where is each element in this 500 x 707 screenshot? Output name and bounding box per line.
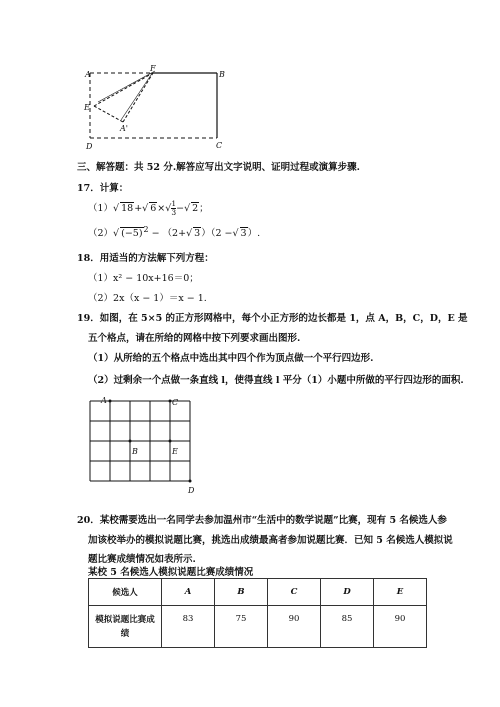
table-header-cell: A xyxy=(162,579,215,606)
fig1-label-a-prime: A' xyxy=(120,124,128,133)
grid-label-b: B xyxy=(132,447,138,456)
q20-line2: 加该校举办的模拟说题比赛，挑选出成绩最高者参加说题比赛．已知 5 名候选人模拟说 xyxy=(88,535,453,546)
fig1-label-e: E xyxy=(84,103,90,112)
grid-label-c: C xyxy=(172,398,179,407)
table-header-cell: C xyxy=(268,579,321,606)
table-cell: 90 xyxy=(374,606,427,648)
q17-part2: （2）√ $(-5)^2 - (2+√$ 3）（2 −√ 3）. xyxy=(88,225,261,240)
fig1-label-f: F xyxy=(150,64,156,73)
fig1-label-c: C xyxy=(216,141,223,150)
table-row xyxy=(89,606,427,648)
fig1-label-d: D xyxy=(86,142,93,151)
geometry-figure xyxy=(80,62,240,154)
q17-part1: （1）√ 18+√ 6×√ $\frac{1}{3}$ −√ 2； xyxy=(88,199,209,217)
table-row-label: 模拟说题比赛成 绩 xyxy=(89,606,162,648)
table-header-cell: B xyxy=(215,579,268,606)
q20-line3: 题比赛成绩情况如表所示. xyxy=(88,554,196,565)
section-3-title: 三、解答题：共 52 分.解答应写出文字说明、证明过程或演算步骤. xyxy=(77,162,360,173)
table-cell: 85 xyxy=(321,606,374,648)
q17-number: 17．计算： xyxy=(77,183,129,194)
q20-table-title: 某校 5 名候选人模拟说题比赛成绩情况 xyxy=(88,567,254,578)
table-cell: 83 xyxy=(162,606,215,648)
fig1-label-a: A xyxy=(85,70,91,79)
score-table xyxy=(88,578,427,648)
table-cell: 90 xyxy=(268,606,321,648)
table-header-cell: E xyxy=(374,579,427,606)
q20-line1: 20．某校需要选出一名同学去参加温州市“生活中的数学说题”比赛，现有 5 名候选人参 xyxy=(77,515,447,526)
grid-label-e: E xyxy=(172,447,178,456)
q19-part1: （1）从所给的五个格点中选出其中四个作为顶点做一个平行四边形. xyxy=(88,353,374,364)
table-header-cell: D xyxy=(321,579,374,606)
q18-part1: （1）x² − 10x+16＝0； xyxy=(88,273,199,284)
table-cell: 75 xyxy=(215,606,268,648)
grid-label-a: A xyxy=(101,396,107,405)
table-header-row xyxy=(89,579,427,606)
q18-number: 18．用适当的方法解下列方程： xyxy=(77,253,214,264)
grid-label-d: D xyxy=(188,486,195,495)
q19-line1: 19．如图，在 5×5 的正方形网格中，每个小正方形的边长都是 1，点 A，B，C，D，E 是 xyxy=(77,313,468,324)
q19-line2: 五个格点，请在所给的网格中按下列要求画出图形. xyxy=(88,333,301,344)
table-header-cell: 候选人 xyxy=(89,579,162,606)
q18-part2: （2）2x（x − 1）＝x − 1. xyxy=(88,293,207,304)
q19-part2: （2）过剩余一个点做一条直线 l，使得直线 l 平分（1）小题中所做的平行四边形的面积. xyxy=(88,375,464,386)
fig1-label-b: B xyxy=(219,70,225,79)
grid-5x5 xyxy=(85,394,205,498)
